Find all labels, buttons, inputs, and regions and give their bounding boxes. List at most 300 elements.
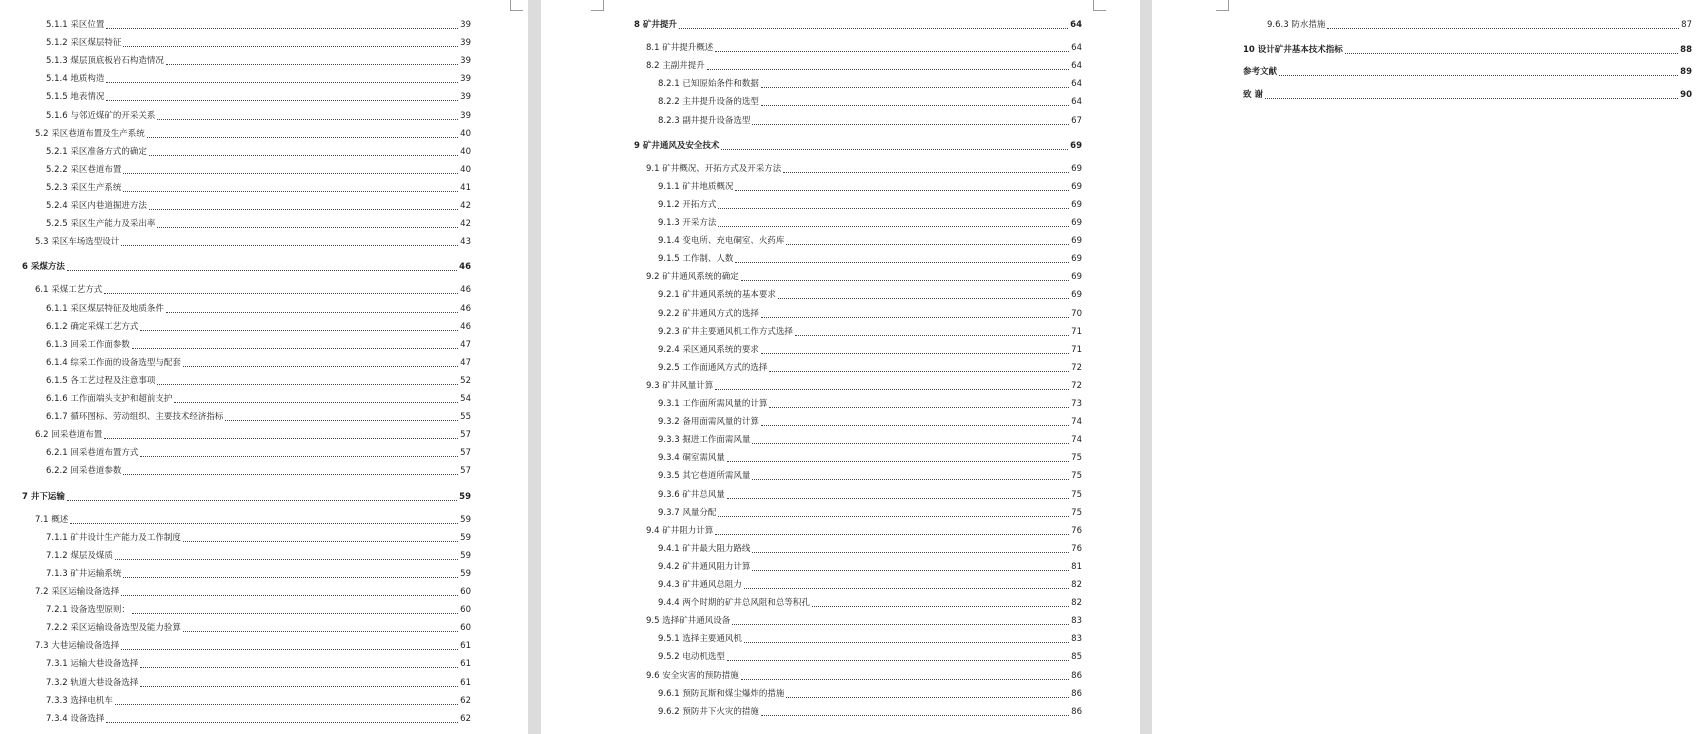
toc-entry-title: 9.3.1 工作面所需风量的计算 (658, 399, 768, 409)
toc-entry-title: 8.2.2 主井提升设备的选型 (658, 97, 759, 108)
toc-entry[interactable] (658, 326, 1082, 339)
toc-entry-page-number: 61 (460, 677, 471, 688)
toc-entry[interactable] (35, 128, 471, 141)
toc-entry[interactable] (658, 470, 1082, 483)
crop-mark (1093, 0, 1106, 11)
toc-entry-title: 6.1.6 工作面端头支护和超前支护 (46, 394, 173, 404)
toc-entry-page-number: 72 (1071, 380, 1082, 391)
document-page-1 (0, 0, 528, 734)
document-page-3 (1152, 0, 1696, 734)
toc-entry-page-number: 86 (1071, 670, 1082, 681)
toc-entry-page-number: 40 (460, 146, 471, 157)
toc-entry-page-number: 47 (460, 339, 471, 350)
toc-entry-title: 9.2.2 矿井通风方式的选择 (658, 308, 759, 319)
dot-leader (166, 312, 458, 313)
toc-entry[interactable] (46, 550, 471, 563)
crop-mark (591, 0, 604, 11)
toc-entry-page-number: 90 (1680, 89, 1692, 100)
toc-entry[interactable] (658, 253, 1082, 266)
dot-leader (106, 722, 458, 723)
dot-leader (106, 100, 458, 101)
toc-entry-title: 9.1.5 工作制、人数 (658, 254, 734, 265)
toc-entry-title: 10 设计矿井基本技术指标 (1243, 44, 1343, 55)
toc-entry-title: 5.1.6 与邻近煤矿的开采关系 (46, 110, 156, 121)
dot-leader (812, 606, 1069, 607)
toc-entry[interactable] (658, 115, 1082, 128)
toc-entry[interactable] (658, 181, 1082, 194)
toc-entry[interactable] (22, 491, 471, 504)
toc-entry[interactable] (646, 670, 1082, 683)
toc-entry-page-number: 64 (1071, 61, 1082, 72)
toc-entry[interactable] (35, 429, 471, 442)
toc-entry-title: 5.1.2 采区煤层特征 (46, 38, 122, 49)
dot-leader (752, 479, 1069, 480)
toc-entry-page-number: 46 (460, 285, 471, 296)
toc-entry[interactable] (46, 37, 471, 50)
toc-entry-page-number: 69 (1070, 140, 1082, 151)
toc-entry[interactable] (634, 140, 1082, 153)
toc-entry[interactable] (658, 452, 1082, 465)
toc-entry-title: 9.6.1 预防瓦斯和煤尘爆炸的措施 (658, 688, 785, 699)
toc-entry-title: 6.1.5 各工艺过程及注意事项 (46, 375, 156, 386)
toc-entry-title: 9 矿井通风及安全技术 (634, 140, 720, 151)
toc-entry-page-number: 59 (460, 550, 471, 561)
toc-entry[interactable] (46, 321, 471, 334)
dot-leader (769, 371, 1069, 372)
toc-entry-page-number: 55 (460, 412, 471, 423)
dot-leader (769, 407, 1069, 408)
toc-entry-title: 5.2.2 采区巷道布置 (46, 164, 122, 175)
toc-entry-title: 9.2.3 矿井主要通风机工作方式选择 (658, 326, 793, 337)
dot-leader (140, 686, 458, 687)
toc-entry[interactable] (646, 525, 1082, 538)
toc-entry-page-number: 73 (1071, 399, 1082, 409)
dot-leader (67, 500, 457, 501)
toc-entry-title: 6.1.1 采区煤层特征及地质条件 (46, 303, 164, 314)
toc-entry-page-number: 64 (1071, 79, 1082, 90)
toc-entry-page-number: 69 (1071, 236, 1082, 247)
toc-entry-title: 7.2.1 设备选型原则： (46, 605, 130, 616)
dot-leader (679, 28, 1068, 29)
toc-entry-page-number: 46 (460, 321, 471, 332)
dot-leader (140, 667, 458, 668)
toc-entry[interactable] (46, 604, 471, 617)
toc-entry-page-number: 57 (460, 466, 471, 477)
toc-entry-title: 6.2.2 回采巷道参数 (46, 466, 122, 477)
dot-leader (106, 82, 458, 83)
dot-leader (106, 28, 458, 29)
toc-entry-page-number: 40 (460, 164, 471, 175)
toc-entry-page-number: 74 (1071, 435, 1082, 446)
dot-leader (157, 227, 458, 228)
toc-entry-page-number: 67 (1071, 115, 1082, 126)
toc-entry-title: 参考文献 (1243, 67, 1278, 77)
toc-entry-page-number: 39 (460, 110, 471, 121)
toc-entry-title: 9.2.4 采区通风系统的要求 (658, 344, 759, 355)
toc-entry-page-number: 64 (1070, 20, 1082, 30)
crop-mark (510, 0, 523, 11)
toc-entry-title: 9.2 矿井通风系统的确定 (646, 272, 739, 283)
toc-entry-page-number: 69 (1071, 199, 1082, 210)
toc-entry-page-number: 61 (460, 659, 471, 670)
toc-entry-title: 8 矿井提升 (634, 20, 677, 30)
toc-entry[interactable] (658, 706, 1082, 719)
toc-entry-page-number: 47 (460, 357, 471, 368)
toc-entry-title: 9.3.5 其它巷道所需风量 (658, 471, 751, 482)
toc-entry-page-number: 88 (1680, 44, 1692, 55)
dot-leader (735, 262, 1069, 263)
toc-entry[interactable] (46, 303, 471, 316)
dot-leader (732, 624, 1069, 625)
toc-entry[interactable] (646, 615, 1082, 628)
dot-leader (121, 595, 458, 596)
toc-entry-page-number: 61 (460, 641, 471, 652)
toc-entry-title: 7.2 采区运输设备选择 (35, 587, 120, 597)
toc-entry-page-number: 70 (1071, 308, 1082, 319)
dot-leader (752, 124, 1069, 125)
toc-entry[interactable] (646, 271, 1082, 284)
toc-entry-page-number: 60 (460, 623, 471, 634)
dot-leader (121, 245, 458, 246)
dot-leader (761, 87, 1069, 88)
toc-entry[interactable] (35, 284, 471, 297)
dot-leader (183, 541, 458, 542)
toc-entry-title: 9.6.2 预防井下火灾的措施 (658, 706, 759, 717)
toc-entry[interactable] (46, 218, 471, 231)
toc-entry-title: 9.2.5 工作面通风方式的选择 (658, 362, 768, 373)
toc-entry-page-number: 46 (460, 303, 471, 314)
dot-leader (727, 498, 1069, 499)
toc-entry-page-number: 52 (460, 375, 471, 386)
toc-entry[interactable] (658, 597, 1082, 610)
dot-leader (67, 270, 457, 271)
toc-entry-title: 9.3.3 掘进工作面需风量 (658, 435, 751, 446)
toc-entry-page-number: 83 (1071, 634, 1082, 645)
toc-entry-title: 9.6 安全灾害的预防措施 (646, 670, 739, 681)
dot-leader (761, 715, 1069, 716)
toc-entry-page-number: 75 (1071, 507, 1082, 518)
toc-entry-title: 6.1.4 综采工作面的设备选型与配套 (46, 357, 181, 368)
dot-leader (761, 353, 1069, 354)
toc-entry-page-number: 62 (460, 713, 471, 724)
dot-leader (783, 172, 1069, 173)
toc-entry-page-number: 87 (1681, 20, 1692, 30)
toc-entry-page-number: 71 (1071, 344, 1082, 355)
toc-entry[interactable] (646, 60, 1082, 73)
toc-entry[interactable] (46, 677, 471, 690)
toc-entry-title: 6.1.2 确定采煤工艺方式 (46, 321, 139, 332)
toc-entry[interactable] (46, 568, 471, 581)
dot-leader (1279, 75, 1678, 76)
toc-entry-title: 7.1 概述 (35, 514, 69, 525)
toc-entry-page-number: 46 (459, 262, 471, 273)
toc-entry[interactable] (46, 465, 471, 478)
toc-entry-page-number: 40 (460, 128, 471, 139)
dot-leader (715, 389, 1069, 390)
dot-leader (727, 660, 1069, 661)
dot-leader (761, 317, 1069, 318)
toc-entry-title: 9.1.1 矿井地质概况 (658, 181, 734, 192)
toc-entry-title: 5.1.4 地质构造 (46, 74, 105, 85)
dot-leader (149, 209, 458, 210)
toc-entry-page-number: 69 (1071, 254, 1082, 265)
toc-entry-page-number: 60 (460, 587, 471, 597)
toc-entry-title: 9.4.2 矿井通风阻力计算 (658, 561, 751, 572)
dot-leader (123, 46, 458, 47)
toc-entry-title: 5.1.1 采区位置 (46, 20, 105, 30)
toc-entry-title: 9.1.4 变电所、充电硐室、火药库 (658, 236, 785, 247)
toc-entry-page-number: 81 (1071, 561, 1082, 572)
dot-leader (718, 208, 1069, 209)
toc-entry-title: 7.2.2 采区运输设备选型及能力验算 (46, 623, 181, 634)
toc-entry[interactable] (658, 308, 1082, 321)
toc-entry[interactable] (46, 532, 471, 545)
toc-entry-page-number: 71 (1071, 326, 1082, 337)
toc-entry[interactable] (658, 199, 1082, 212)
toc-entry[interactable] (22, 261, 471, 274)
dot-leader (140, 456, 458, 457)
dot-leader (104, 438, 458, 439)
dot-leader (752, 552, 1069, 553)
toc-entry-title: 6.2.1 回采巷道布置方式 (46, 448, 139, 459)
toc-entry-title: 6.2 回采巷道布置 (35, 430, 103, 441)
toc-entry-title: 9.3.6 矿井总风量 (658, 489, 725, 500)
toc-entry[interactable] (1243, 66, 1692, 79)
dot-leader (718, 226, 1069, 227)
toc-entry[interactable] (658, 688, 1082, 701)
toc-entry-page-number: 59 (460, 568, 471, 579)
toc-entry-title: 9.4.4 两个时期的矿井总风阻和总等积孔 (658, 598, 810, 609)
toc-entry-page-number: 76 (1071, 543, 1082, 554)
toc-entry[interactable] (46, 713, 471, 726)
toc-entry[interactable] (46, 622, 471, 635)
toc-entry-page-number: 39 (460, 74, 471, 85)
dot-leader (157, 384, 458, 385)
toc-entry-title: 8.2.3 副井提升设备选型 (658, 115, 751, 126)
dot-leader (752, 570, 1069, 571)
toc-entry[interactable] (46, 200, 471, 213)
toc-entry[interactable] (658, 579, 1082, 592)
toc-entry[interactable] (46, 110, 471, 123)
toc-entry[interactable] (658, 96, 1082, 109)
dot-leader (225, 420, 458, 421)
toc-entry[interactable] (46, 91, 471, 104)
dot-leader (166, 64, 458, 65)
toc-entry[interactable] (46, 55, 471, 68)
dot-leader (1327, 28, 1679, 29)
toc-entry[interactable] (46, 182, 471, 195)
toc-entry[interactable] (1243, 44, 1692, 57)
toc-entry-title: 9.1 矿井概况、开拓方式及开采方法 (646, 163, 782, 174)
toc-entry[interactable] (658, 289, 1082, 302)
toc-entry-page-number: 85 (1071, 652, 1082, 663)
toc-entry[interactable] (46, 393, 471, 406)
toc-entry[interactable] (634, 19, 1082, 32)
toc-entry-page-number: 42 (460, 201, 471, 211)
toc-entry[interactable] (658, 489, 1082, 502)
toc-entry-title: 9.3.7 风量分配 (658, 507, 717, 518)
toc-entry[interactable] (35, 514, 471, 527)
toc-entry-title: 9.1.2 开拓方式 (658, 199, 717, 210)
dot-leader (149, 155, 458, 156)
dot-leader (104, 293, 458, 294)
toc-entry-page-number: 59 (459, 491, 471, 502)
toc-entry[interactable] (46, 73, 471, 86)
dot-leader (761, 425, 1069, 426)
toc-entry-page-number: 83 (1071, 616, 1082, 627)
toc-entry-title: 7.3 大巷运输设备选择 (35, 641, 120, 652)
dot-leader (115, 704, 458, 705)
toc-entry-page-number: 39 (460, 38, 471, 49)
toc-entry[interactable] (35, 640, 471, 653)
toc-entry[interactable] (1267, 19, 1692, 32)
dot-leader (147, 137, 458, 138)
dot-leader (778, 298, 1069, 299)
toc-entry-title: 5.1.3 煤层顶底板岩石构造情况 (46, 56, 164, 67)
dot-leader (121, 649, 458, 650)
toc-entry-title: 6.1.3 回采工作面参数 (46, 339, 130, 350)
toc-entry-page-number: 39 (460, 20, 471, 30)
toc-entry-title: 9.2.1 矿井通风系统的基本要求 (658, 290, 776, 301)
toc-entry[interactable] (646, 163, 1082, 176)
dot-leader (70, 523, 458, 524)
toc-entry-title: 7.3.4 设备选择 (46, 713, 105, 724)
toc-entry-title: 5.2.1 采区准备方式的确定 (46, 146, 147, 157)
toc-entry[interactable] (658, 217, 1082, 230)
toc-entry[interactable] (646, 42, 1082, 55)
toc-entry[interactable] (658, 235, 1082, 248)
toc-entry-page-number: 69 (1071, 272, 1082, 283)
dot-leader (123, 577, 458, 578)
dot-leader (715, 534, 1069, 535)
dot-leader (752, 443, 1069, 444)
toc-entry[interactable] (658, 416, 1082, 429)
toc-entry-page-number: 75 (1071, 471, 1082, 482)
toc-entry-title: 9.5 选择矿井通风设备 (646, 616, 731, 627)
dot-leader (123, 474, 458, 475)
toc-entry-title: 9.4.1 矿井最大阻力路线 (658, 543, 751, 554)
dot-leader (735, 190, 1069, 191)
dot-leader (761, 105, 1069, 106)
toc-entry-title: 5.2 采区巷道布置及生产系统 (35, 128, 145, 139)
dot-leader (132, 348, 458, 349)
toc-entry-title: 9.5.2 电动机选型 (658, 652, 725, 663)
toc-entry-page-number: 82 (1071, 598, 1082, 609)
dot-leader (721, 149, 1068, 150)
dot-leader (718, 516, 1069, 517)
toc-entry-title: 9.4 矿井阻力计算 (646, 525, 714, 536)
dot-leader (741, 280, 1069, 281)
toc-entry-title: 7.3.3 选择电机车 (46, 695, 113, 706)
toc-entry-page-number: 64 (1071, 43, 1082, 54)
toc-entry[interactable] (658, 362, 1082, 375)
toc-entry[interactable] (46, 146, 471, 159)
toc-entry-page-number: 86 (1071, 688, 1082, 699)
dot-leader (707, 69, 1069, 70)
toc-entry[interactable] (46, 357, 471, 370)
toc-entry-title: 6.1.7 循环图标、劳动组织、主要技术经济指标 (46, 412, 224, 423)
dot-leader (727, 461, 1069, 462)
toc-entry[interactable] (1243, 89, 1692, 102)
toc-entry-page-number: 89 (1680, 67, 1692, 77)
toc-entry[interactable] (35, 586, 471, 599)
toc-entry-title: 5.1.5 地表情况 (46, 92, 105, 103)
toc-entry-page-number: 54 (460, 394, 471, 404)
toc-entry[interactable] (658, 78, 1082, 91)
toc-entry[interactable] (46, 339, 471, 352)
toc-entry-page-number: 39 (460, 92, 471, 103)
toc-entry-title: 9.5.1 选择主要通风机 (658, 634, 742, 645)
toc-entry[interactable] (658, 561, 1082, 574)
toc-entry-page-number: 43 (460, 237, 471, 248)
toc-entry-title: 5.3 采区车场选型设计 (35, 237, 120, 248)
toc-entry-page-number: 59 (460, 532, 471, 543)
dot-leader (786, 697, 1069, 698)
toc-entry[interactable] (46, 375, 471, 388)
toc-entry-page-number: 74 (1071, 417, 1082, 428)
toc-entry-title: 7.1.2 煤层及煤质 (46, 550, 113, 561)
toc-entry-page-number: 62 (460, 695, 471, 706)
toc-entry[interactable] (46, 658, 471, 671)
dot-leader (140, 330, 458, 331)
toc-entry-page-number: 59 (460, 514, 471, 525)
toc-entry[interactable] (658, 651, 1082, 664)
toc-entry-title: 致 谢 (1243, 89, 1263, 100)
toc-entry[interactable] (46, 447, 471, 460)
toc-entry-page-number: 69 (1071, 218, 1082, 228)
toc-entry-page-number: 75 (1071, 489, 1082, 500)
toc-entry-title: 7.1.3 矿井运输系统 (46, 568, 122, 579)
toc-entry-title: 9.1.3 开采方法 (658, 218, 717, 228)
toc-entry-page-number: 69 (1071, 163, 1082, 174)
toc-entry[interactable] (46, 19, 471, 32)
document-page-2 (541, 0, 1140, 734)
toc-entry[interactable] (658, 633, 1082, 646)
toc-entry-page-number: 39 (460, 56, 471, 67)
dot-leader (123, 173, 458, 174)
toc-entry-page-number: 60 (460, 605, 471, 616)
toc-entry[interactable] (46, 164, 471, 177)
dot-leader (123, 191, 458, 192)
toc-entry-page-number: 41 (460, 182, 471, 193)
toc-entry[interactable] (658, 543, 1082, 556)
toc-entry-page-number: 42 (460, 219, 471, 230)
toc-entry[interactable] (658, 434, 1082, 447)
dot-leader (1345, 53, 1678, 54)
toc-entry-page-number: 64 (1071, 97, 1082, 108)
toc-entry[interactable] (658, 507, 1082, 520)
toc-entry-title: 7 井下运输 (22, 491, 65, 502)
dot-leader (183, 366, 458, 367)
toc-entry-title: 7.3.2 轨道大巷设备选择 (46, 677, 139, 688)
toc-entry-title: 6.1 采煤工艺方式 (35, 285, 103, 296)
toc-entry-title: 8.1 矿井提升概述 (646, 43, 714, 54)
dot-leader (786, 244, 1069, 245)
toc-entry[interactable] (658, 344, 1082, 357)
toc-entry-title: 9.3 矿井风量计算 (646, 380, 714, 391)
toc-entry-title: 9.6.3 防水措施 (1267, 20, 1326, 30)
toc-entry-page-number: 69 (1071, 290, 1082, 301)
toc-entry[interactable] (658, 398, 1082, 411)
toc-entry[interactable] (46, 695, 471, 708)
toc-entry[interactable] (646, 380, 1082, 393)
crop-mark (1216, 0, 1229, 11)
toc-entry-page-number: 72 (1071, 362, 1082, 373)
toc-entry-title: 7.3.1 运输大巷设备选择 (46, 659, 139, 670)
dot-leader (744, 588, 1069, 589)
toc-entry[interactable] (46, 411, 471, 424)
toc-entry[interactable] (35, 236, 471, 249)
